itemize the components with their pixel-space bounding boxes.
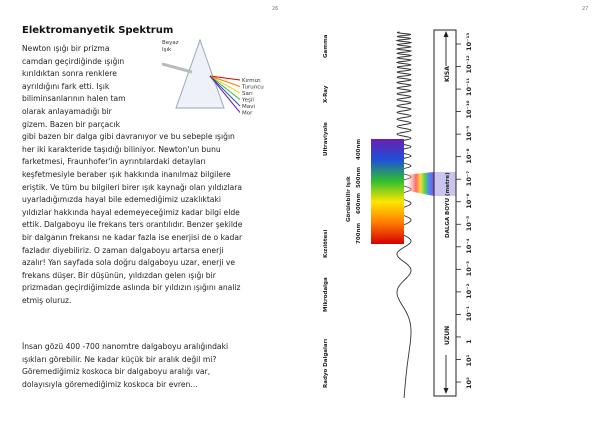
tick-label: 10⁻⁸ <box>465 148 473 164</box>
text-line: eriştik. Ve tüm bu bilgileri birer ışık kaynağı olan yıldızlara <box>22 182 243 192</box>
band-label-infrared: Kızılötesi <box>323 229 329 258</box>
text-line: keşfetmesiyle beraber ışık hakkında inanılmaz bilgilere <box>22 169 231 179</box>
text-line: bir dalganın frekansı ne kadar fazla ise enerjisi de o kadar <box>22 232 243 242</box>
long-label: UZUN <box>444 325 451 345</box>
tick-label: 10⁻¹⁰ <box>465 100 473 119</box>
text-line: prizmadan geçirdiğimizde aslında bir yıldızın ışığını analiz <box>22 283 241 293</box>
text-line: Göremediğimiz koskoca bir dalgaboyu aralığı var, <box>22 367 211 377</box>
page-title: Elektromanyetik Spektrum <box>22 25 174 36</box>
text-line: biliminsanlarının halen tam <box>22 94 126 104</box>
short-arrowhead-icon <box>444 31 449 37</box>
text-line: camdan geçirdiğinde ışığın <box>22 56 125 66</box>
text-line: İnsan gözü 400 -700 nanomtre dalgaboyu aralığındaki <box>22 342 229 351</box>
text-line: ettik. Dalgaboyu ile frekans ters orantılıdır. Benzer şekilde <box>22 220 243 230</box>
text-line: farketmesi, Fraunhofer'in ayrıntılardaki detayları <box>22 157 206 167</box>
nm-label-400: 400nm <box>356 138 362 160</box>
color-label-yellow: Sarı <box>242 91 253 97</box>
band-label-visible: Görülebilir Işık <box>346 176 352 222</box>
prism-icon <box>176 40 224 108</box>
wavelength-ticks <box>456 33 473 389</box>
color-label-red: Kırmızı <box>242 78 261 84</box>
tick-label: 1 <box>465 339 473 344</box>
prism-illustration <box>162 32 288 122</box>
band-label-microwave: Mikrodalga <box>323 277 329 312</box>
text-line: olarak anlayamadığı bir <box>22 106 112 116</box>
page-number-left: 26 <box>272 6 279 12</box>
text-line: her iki karakteride taşıdığı biliniyor. Newton'un bunu <box>22 144 221 154</box>
band-label-xray: X-Ray <box>323 85 329 103</box>
color-label-green: Yeşil <box>242 97 254 104</box>
tick-label: 10⁻¹³ <box>465 32 473 51</box>
color-label-violet: Mor <box>242 110 253 117</box>
tick-label: 10⁻⁶ <box>465 193 473 209</box>
white-light-label-1: Beyaz <box>162 40 179 46</box>
text-line: Newton ışığı bir prizma <box>22 44 110 53</box>
band-label-radio: Radyo Dalgaları <box>323 338 329 388</box>
tick-label: 10⁻² <box>465 283 473 299</box>
white-light-label-2: Işık <box>162 47 172 53</box>
text-line: yıldızlar hakkında hayal edemeyeceğimiz kadar bilgi elde <box>22 207 240 217</box>
text-line: kırıldıktan sonra renklere <box>22 69 117 79</box>
tick-label: 10⁻¹² <box>465 55 473 74</box>
color-label-blue: Mavi <box>242 104 255 110</box>
text-line: etmiş oluruz. <box>22 295 72 305</box>
text-line: azalır! Yan sayfada sola doğru dalgaboyu uzar, enerji ve <box>22 258 236 268</box>
nm-label-700: 700nm <box>356 222 362 244</box>
nm-label-600: 600nm <box>356 192 362 214</box>
tick-label: 10⁻⁵ <box>465 215 473 232</box>
tick-label: 10⁻⁴ <box>465 238 473 254</box>
right-page <box>300 0 600 424</box>
long-arrowhead-icon <box>444 388 449 394</box>
band-label-gamma: Gamma <box>323 34 329 58</box>
nm-label-500: 500nm <box>356 166 362 188</box>
visible-range-paragraph <box>22 341 228 391</box>
tick-label: 10⁻⁹ <box>465 125 473 142</box>
axis-title: DALGA BOYU (metre) <box>445 172 451 238</box>
short-label: KISA <box>444 66 451 82</box>
tick-label: 10⁻¹¹ <box>465 77 473 97</box>
text-line: ışıkları görebilir. Ne kadar küçük bir aralık değil mi? <box>22 354 217 364</box>
band-label-ultraviolet: Ultraviyole <box>323 122 329 156</box>
text-line: gibi bazen bir dalga gibi davranıyor ve bu sebeple ışığın <box>22 132 235 142</box>
text-line: fazladır diyebiliriz. O zaman dalgaboyu artarsa enerji <box>22 245 224 255</box>
text-line: gizem. Bazen bir parçacık <box>22 119 120 129</box>
tick-label: 10⁻³ <box>465 261 473 277</box>
visible-light-beam <box>404 172 434 196</box>
text-line: uyarladığımızda hayal bile edemediğimiz uzaklıktaki <box>22 195 221 205</box>
white-light-ray <box>162 64 192 72</box>
text-line: ayrıldığını fark etti. Işık <box>22 81 110 91</box>
visible-spectrum-bar <box>371 139 404 244</box>
page-number-right: 27 <box>582 6 589 12</box>
text-line: dolayısıyla göremediğimiz koskoca bir evren… <box>22 379 198 389</box>
tick-label: 10⁻¹ <box>465 306 473 322</box>
text-line: frekans düşer. Bir düşünün, yıldızdan gelen ışığı bir <box>22 270 216 280</box>
tick-label: 10⁻⁷ <box>465 170 473 187</box>
tick-label: 10² <box>465 377 473 389</box>
spectrum-diagram <box>300 0 600 424</box>
tick-label: 10¹ <box>465 354 473 367</box>
color-label-orange: Turuncu <box>242 84 264 91</box>
